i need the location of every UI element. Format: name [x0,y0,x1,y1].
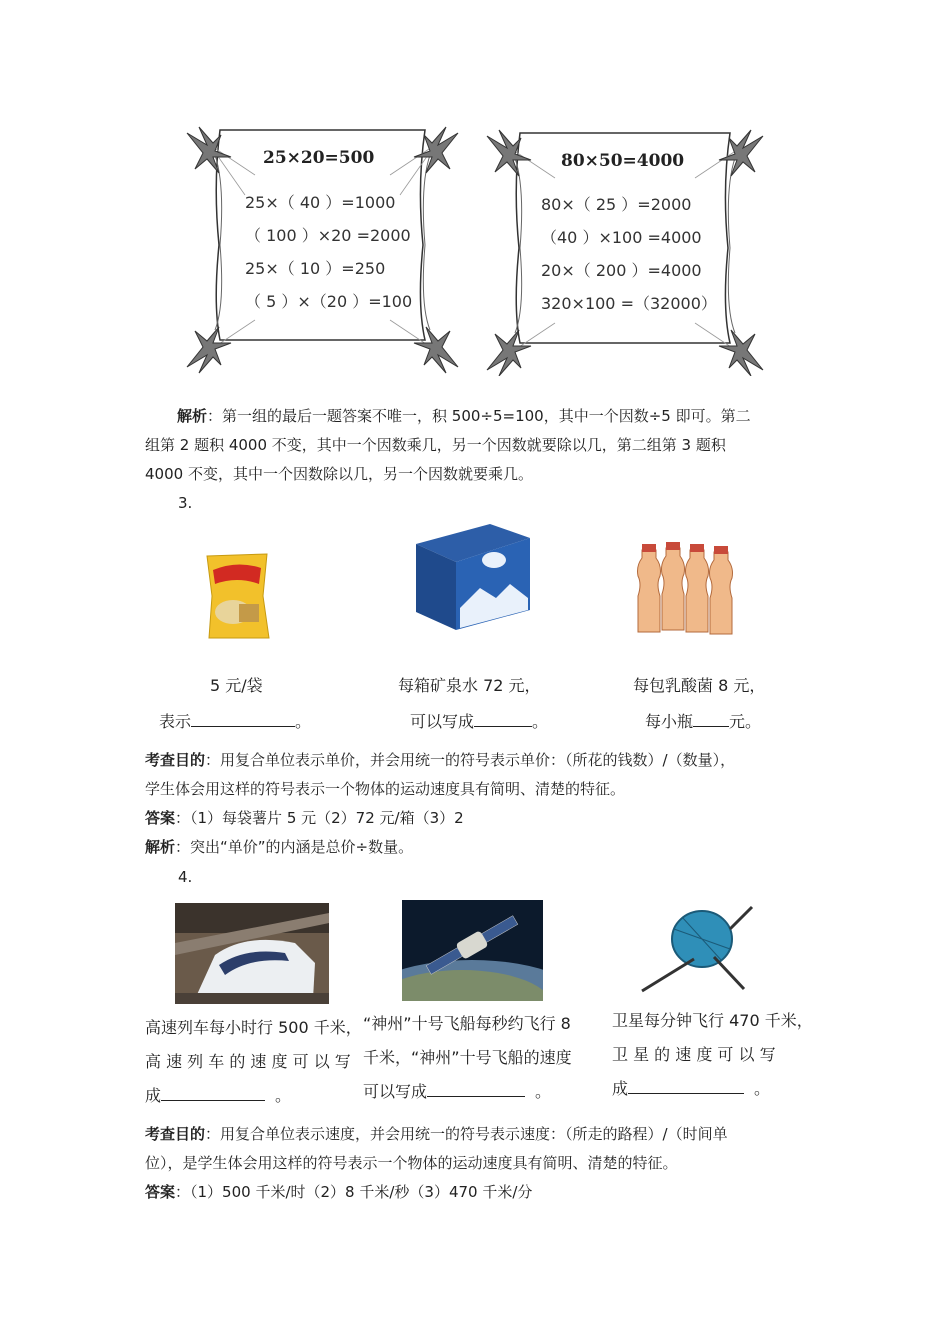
q4-item-2-line-1: “神州”十号飞船每秒约飞行 8 [363,1014,571,1033]
q3-item-3-line-2 [645,705,761,739]
q4-item-3-line-1: 卫星每分钟飞行 470 千米， [612,1011,813,1030]
q4-item-2-line-2: 千米，“神州”十号飞船的速度 [363,1048,572,1067]
q3-item-3-blank [693,708,729,727]
satellite-image [634,899,774,1000]
q4-item-1-blank [161,1082,265,1101]
q3-analysis-label: 解析 [145,838,176,856]
q3-item-3-prefix: 每小瓶 [645,712,694,731]
scroll-1-equations [245,186,412,318]
analysis-line-2: 组第 2 题积 4000 不变，其中一个因数乘几，另一个因数就要除以几，第二组第 3 题积 [145,436,726,454]
q3-item-2-blank [474,708,532,727]
analysis-paragraph-1 [145,402,810,489]
q4-item-1-line-1: 高速列车每小时行 500 千米， [145,1018,362,1037]
q4-item-2-prefix: 可以写成 [363,1082,428,1101]
scroll-2-equations [541,188,717,320]
q4-answer: ：（1）500 千米/时（2）8 千米/秒（3）470 千米/分 [175,1183,533,1201]
q3-answer: ：（1）每袋薯片 5 元（2）72 元/箱（3）2 [175,809,464,827]
q3-item-2-prefix: 可以写成 [410,712,475,731]
q3-item-2-line-2 [410,705,548,739]
q4-item-2-period: 。 [535,1082,552,1101]
q4-item-3-blank [628,1075,744,1094]
q4-purpose-line-2: 位），是学生体会用这样的符号表示一个物体的运动速度具有简明、清楚的特征。 [145,1154,678,1172]
q3-purpose-line-1: ：用复合单位表示单价，并会用统一的符号表示单价：（所花的钱数）/（数量）， [205,751,736,769]
q3-item-1-line-2 [159,705,311,739]
q3-explanation [145,746,810,862]
scroll-1-line-2: （ 100 ）×20 =2000 [245,226,411,245]
analysis-label: 解析 [177,407,208,425]
q4-purpose-line-1: ：用复合单位表示速度，并会用统一的符号表示速度：（所走的路程）/（时间单 [205,1125,728,1143]
q3-item-2-period: 。 [532,712,549,731]
q3-item-1-blank [191,708,295,727]
scroll-1-line-3: 25×（ 10 ）=250 [245,259,386,278]
q3-purpose-label: 考查目的 [145,751,206,769]
q4-purpose-label: 考查目的 [145,1125,206,1143]
q4-item-1-caption [145,1011,362,1113]
q4-explanation [145,1120,810,1207]
yakult-bottles-image [636,542,740,638]
scroll-2-line-4: 320×100 =（32000） [541,294,717,313]
scroll-2-line-3: 20×（ 200 ）=4000 [541,261,702,280]
scroll-2-line-1: 80×（ 25 ）=2000 [541,195,692,214]
q4-item-3-caption [612,1004,813,1106]
q3-item-3-line-1: 每包乳酸菌 8 元， [633,676,766,695]
q3-purpose-line-2: 学生体会用这样的符号表示一个物体的运动速度具有简明、清楚的特征。 [145,780,626,798]
q4-item-1-line-2: 高 速 列 车 的 速 度 可 以 写 [145,1052,351,1071]
question-4-number: 4. [178,868,193,886]
q4-item-2-blank [427,1078,525,1097]
spacecraft-image [402,900,543,1001]
q4-item-3-prefix: 成 [612,1079,629,1098]
scroll-1-line-4: （ 5 ）×（20 ）=100 [245,292,413,311]
analysis-line-3: 4000 不变，其中一个因数除以几，另一个因数就要乘几。 [145,465,533,483]
q3-item-1-line-1: 5 元/袋 [210,676,263,695]
analysis-line-1: ：第一组的最后一题答案不唯一，积 500÷5=100，其中一个因数÷5 即可。第二 [207,407,751,425]
scroll-1-title: 25×20=500 [263,148,375,168]
q4-item-3-period: 。 [754,1079,771,1098]
q4-item-1-period: 。 [275,1086,292,1105]
q3-item-1-period: 。 [295,712,312,731]
chips-bag-image [203,552,271,640]
q3-item-3-suffix: 元。 [729,712,762,731]
question-3-number: 3. [178,494,193,512]
q4-item-2-line-3 [363,1075,572,1109]
q4-item-1-line-3 [145,1079,362,1113]
q4-item-2-caption [363,1007,572,1109]
q3-answer-label: 答案 [145,809,176,827]
q4-item-3-line-3 [612,1072,813,1106]
q3-analysis: ：突出“单价”的内涵是总价÷数量。 [175,838,414,856]
q3-item-1-prefix: 表示 [159,712,192,731]
q4-item-1-prefix: 成 [145,1086,162,1105]
scroll-2-title: 80×50=4000 [561,151,685,171]
mineral-water-box-image [410,518,532,634]
high-speed-train-image [175,903,329,1004]
scroll-2-line-2: （40 ）×100 =4000 [541,228,702,247]
scroll-1-line-1: 25×（ 40 ）=1000 [245,193,396,212]
q3-item-2-line-1: 每箱矿泉水 72 元， [398,676,541,695]
q4-item-3-line-2: 卫 星 的 速 度 可 以 写 [612,1045,776,1064]
q4-answer-label: 答案 [145,1183,176,1201]
